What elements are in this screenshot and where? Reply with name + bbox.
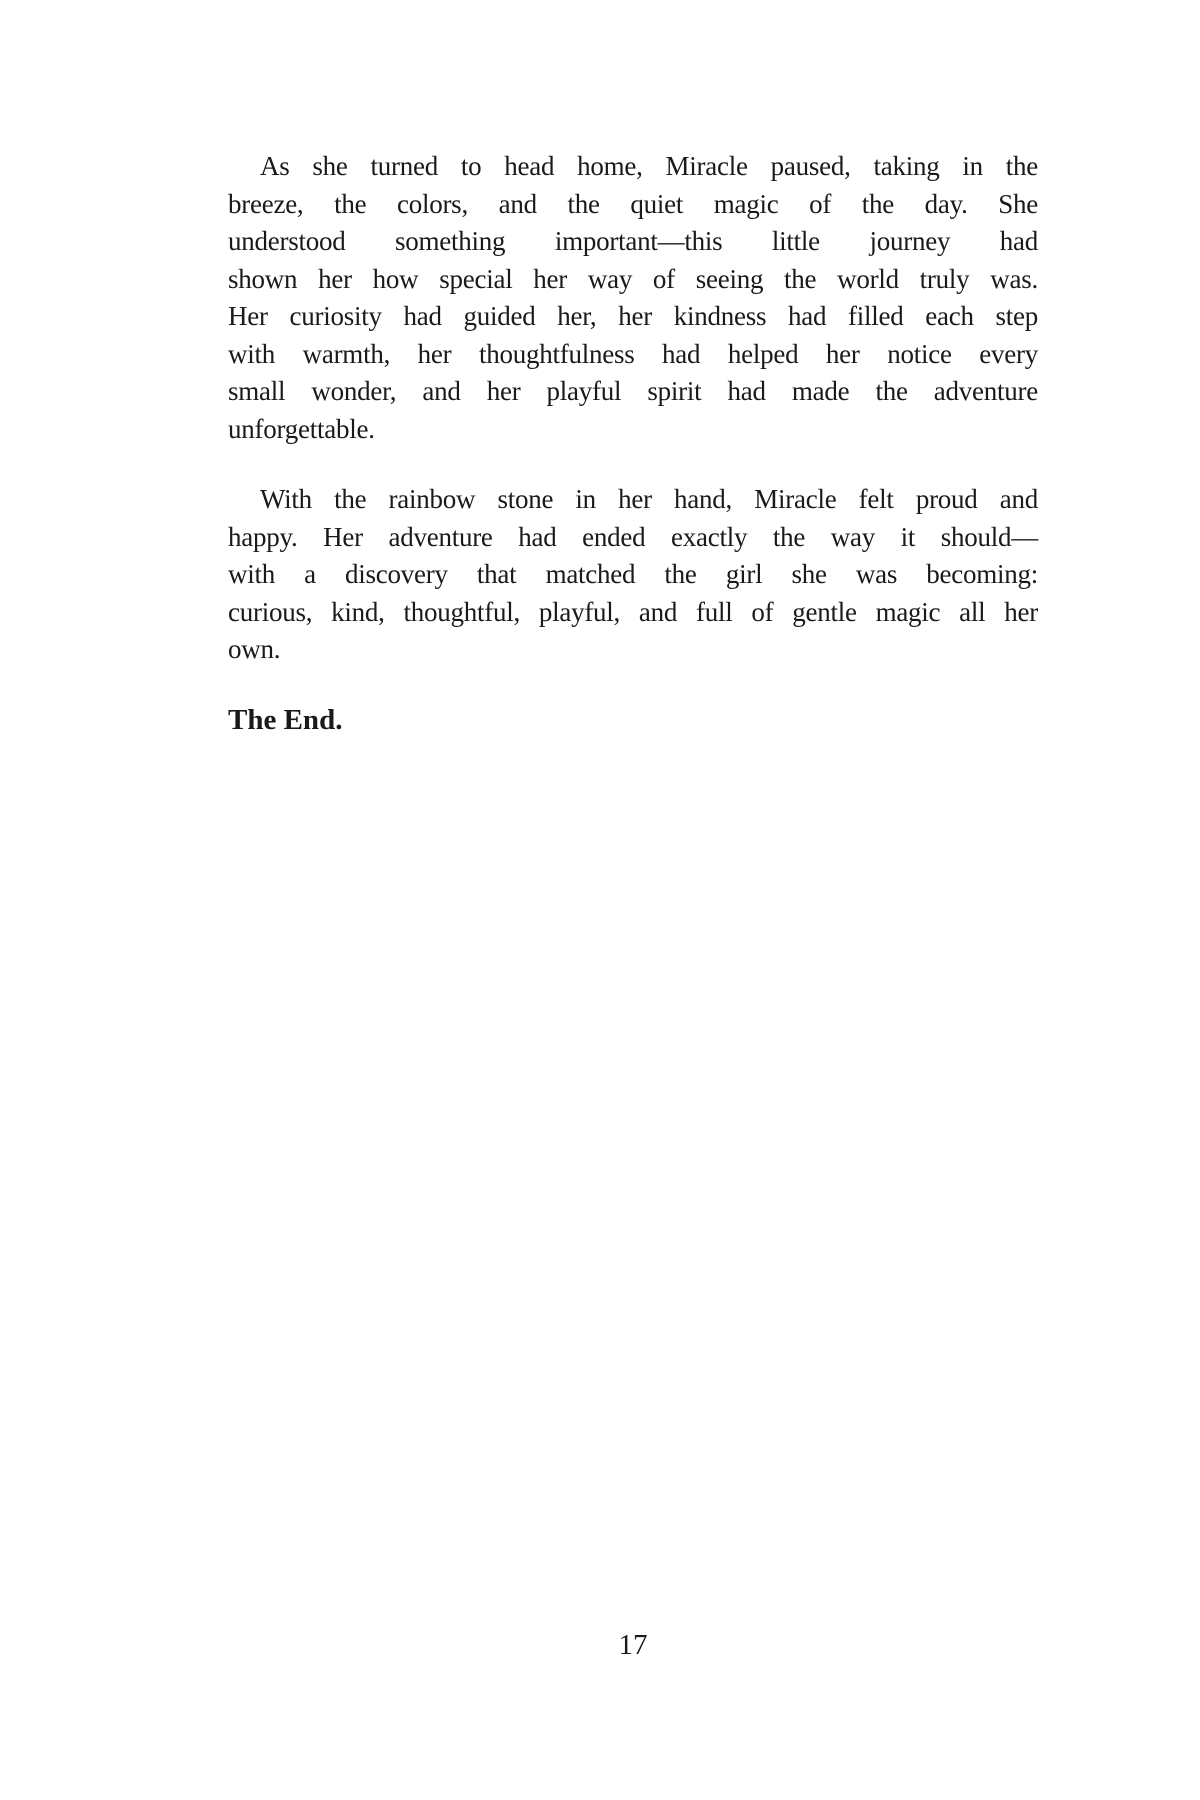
text-line: with a discovery that matched the girl she was becoming: [228, 559, 1038, 589]
text-line: small wonder, and her playful spirit had made the adventure [228, 376, 1038, 406]
text-line: with warmth, her thoughtfulness had helped her notice every [228, 338, 1038, 369]
text-line: With the rainbow stone in her hand, Miracle felt proud and [260, 484, 1038, 514]
text-line: curious, kind, thoughtful, playful, and full of gentle magic all her [228, 596, 1038, 627]
text-line: own. [228, 634, 281, 664]
page-number: 17 [618, 1629, 648, 1661]
text-line: shown her how special her way of seeing the world truly was. [228, 263, 1038, 294]
text-line: unforgettable. [228, 413, 375, 444]
text-line: Her curiosity had guided her, her kindness had filled each step [228, 301, 1038, 331]
text-line: breeze, the colors, and the quiet magic of the day. She [228, 188, 1038, 219]
story-paragraph [228, 148, 1038, 448]
story-paragraph [228, 481, 1038, 669]
text-line: happy. Her adventure had ended exactly the way it should— [228, 521, 1038, 552]
story-paragraphs [228, 148, 1038, 669]
page-text [228, 148, 1038, 739]
text-line: understood something important—this little journey had [228, 226, 1038, 256]
the-end-label: The End. [228, 703, 343, 736]
text-line: As she turned to head home, Miracle paused, taking in the [260, 151, 1038, 181]
